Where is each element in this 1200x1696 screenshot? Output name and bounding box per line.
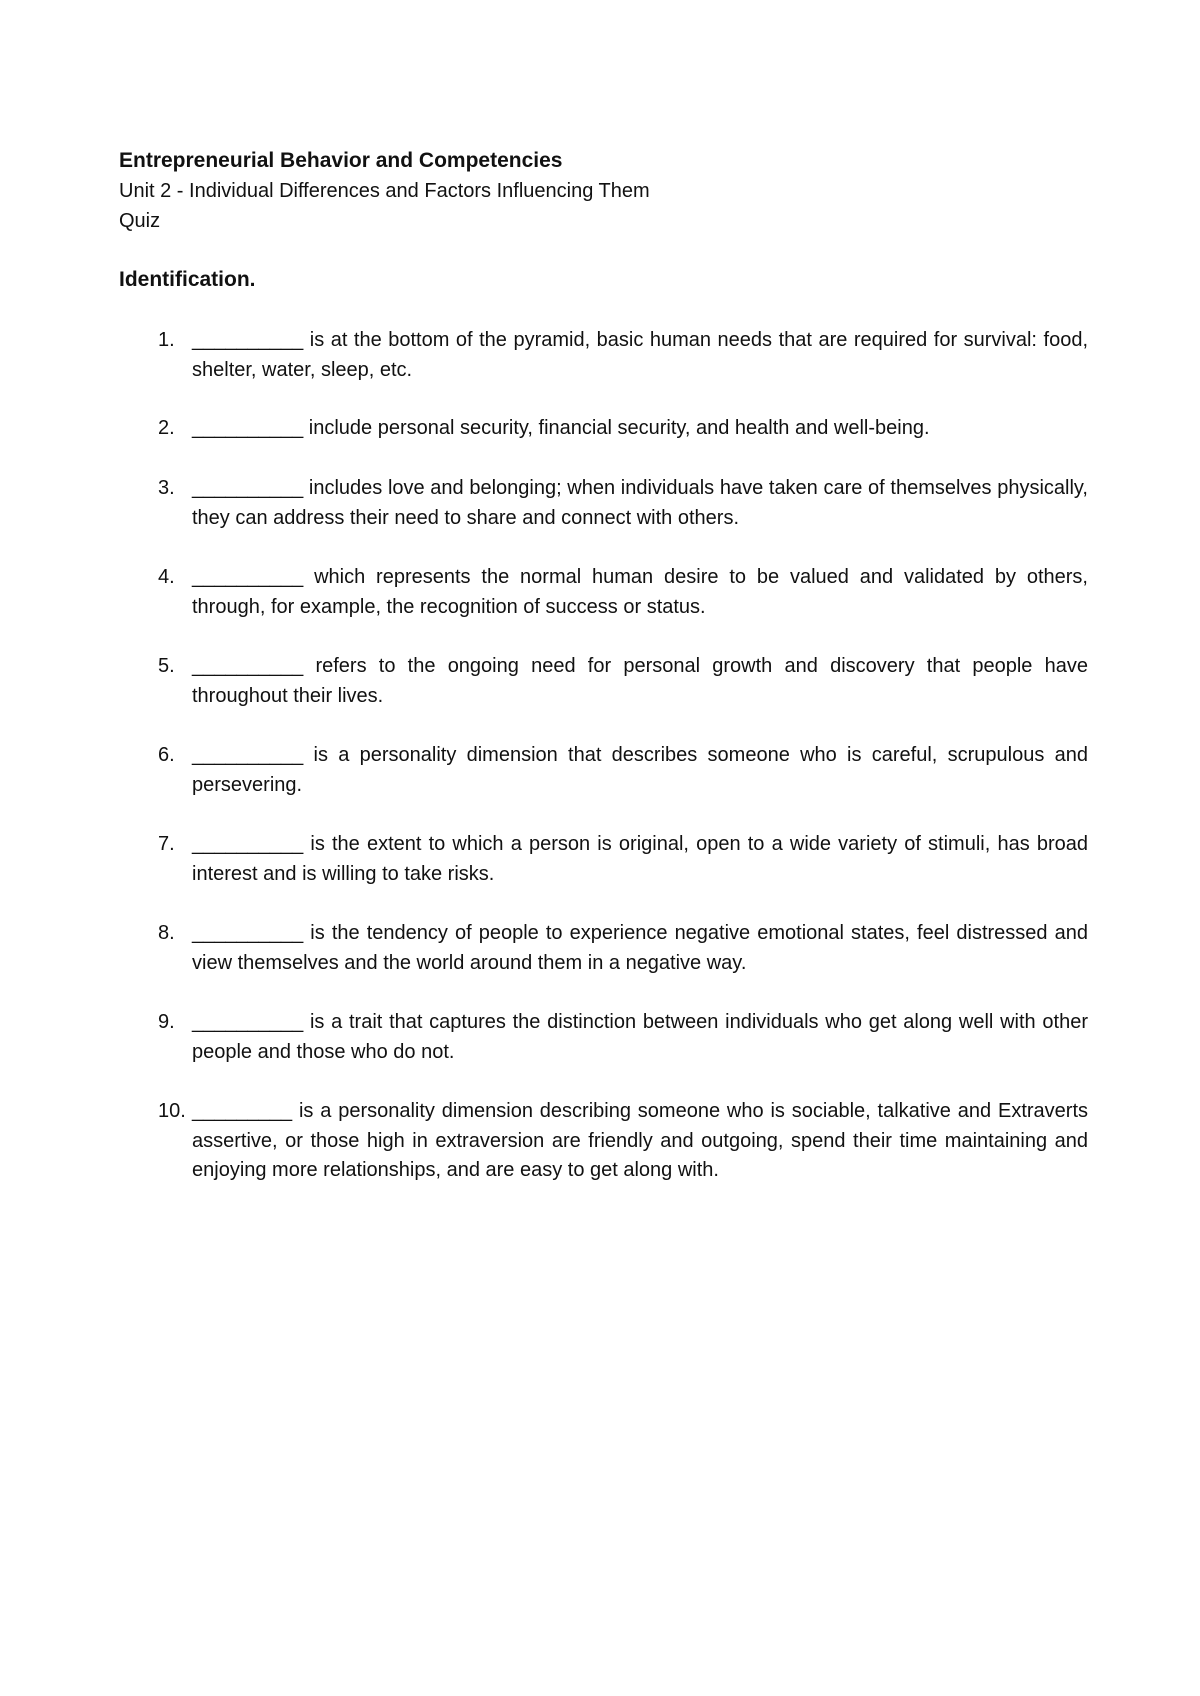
question-text: __________ is the extent to which a person is original, open to a wide variety of stimuli, has broad interest and is willing to take risks.	[192, 833, 1088, 885]
question-number: 4.	[158, 566, 175, 588]
question-item	[158, 830, 1088, 889]
question-item	[158, 326, 1088, 385]
question-text: __________ which represents the normal human desire to be valued and validated by others, through, for example, the recognition of success or status.	[192, 566, 1088, 618]
question-item	[158, 563, 1088, 622]
question-text: __________ is the tendency of people to experience negative emotional states, feel distressed and view themselves and the world around them in a negative way.	[192, 922, 1088, 974]
section-heading: Identification.	[119, 268, 256, 291]
question-item	[158, 919, 1088, 978]
question-text: _________ is a personality dimension describing someone who is sociable, talkative and Extraverts assertive, or those high in extraversion are friendly and outgoing, spend their time maintaining and enjoying more relationships, and are easy to get along with.	[192, 1100, 1088, 1181]
question-text: __________ include personal security, financial security, and health and well-being.	[192, 417, 930, 439]
question-number: 8.	[158, 922, 175, 944]
question-text: __________ is a personality dimension that describes someone who is careful, scrupulous and persevering.	[192, 744, 1088, 796]
question-number: 3.	[158, 477, 175, 499]
question-text: __________ is a trait that captures the distinction between individuals who get along well with other people and those who do not.	[192, 1011, 1088, 1063]
question-text: __________ includes love and belonging; when individuals have taken care of themselves physically, they can address their need to share and connect with others.	[192, 477, 1088, 529]
question-item	[158, 741, 1088, 800]
question-number: 9.	[158, 1011, 175, 1033]
question-number: 7.	[158, 833, 175, 855]
question-number: 1.	[158, 329, 175, 351]
question-text: __________ is at the bottom of the pyramid, basic human needs that are required for survival: food, shelter, water, sleep, etc.	[192, 329, 1088, 381]
question-number: 2.	[158, 417, 175, 439]
question-item	[158, 652, 1088, 711]
document-kind: Quiz	[119, 210, 161, 232]
question-item	[158, 1008, 1088, 1067]
document-subtitle: Unit 2 - Individual Differences and Factors Influencing Them	[119, 180, 650, 202]
question-item	[158, 474, 1088, 533]
document-title: Entrepreneurial Behavior and Competencies	[119, 149, 563, 172]
question-item	[158, 1097, 1088, 1186]
question-number: 5.	[158, 655, 175, 677]
question-item	[158, 414, 1088, 444]
question-number: 6.	[158, 744, 175, 766]
question-number: 10.	[158, 1100, 186, 1122]
question-text: __________ refers to the ongoing need for personal growth and discovery that people have throughout their lives.	[192, 655, 1088, 707]
